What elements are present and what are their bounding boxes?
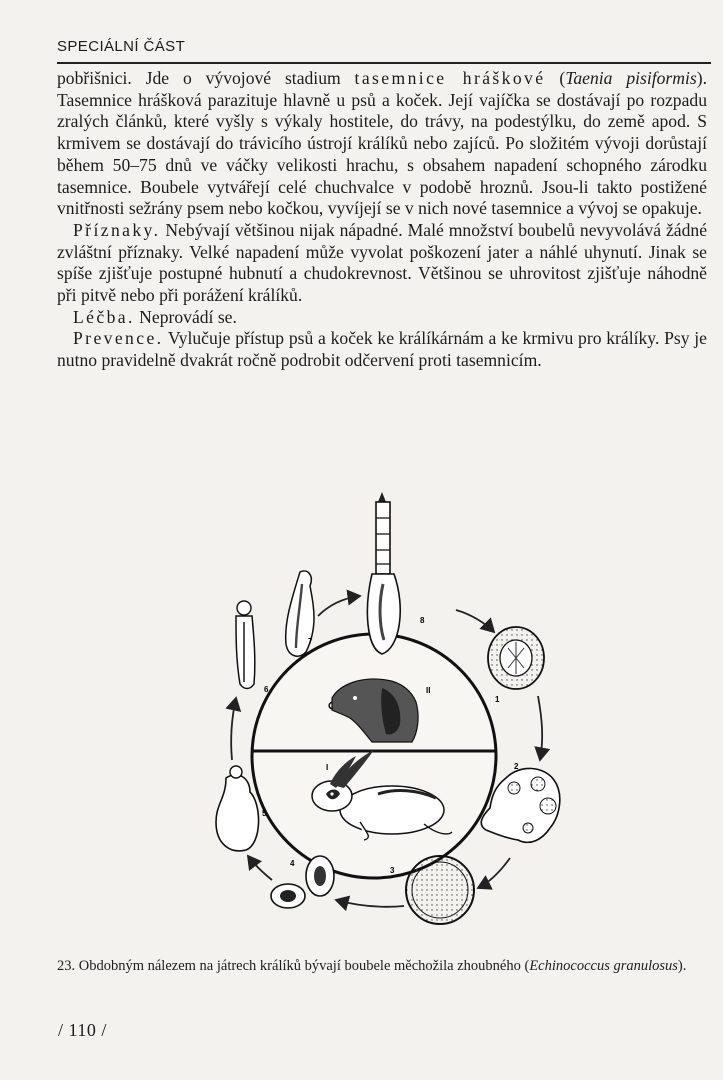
egg-illustration <box>488 627 544 689</box>
body-text <box>57 68 707 372</box>
paragraph-1-start: pobřišnici. Jde o vývojové stadium <box>57 68 355 88</box>
caption-end: ). <box>677 958 687 974</box>
latin-name: Taenia pisiformis <box>565 68 697 88</box>
label-stage-7: 7 <box>308 637 313 646</box>
header-rule <box>57 62 711 64</box>
running-head: SPECIÁLNÍ ČÁST <box>57 38 186 55</box>
caption-text: Obdobným nálezem na játrech králíků bývají boubele měchožila zhoubného ( <box>75 958 530 974</box>
elongating-stage-illustration <box>236 601 255 689</box>
section-text-prevention: Vylučuje přístup psů a koček ke králíkárnám a ke krmivu pro králíky. Psy je nutno pravidelně dvakrát ročně podrobit odčervení proti tasemnicím. <box>57 328 707 371</box>
section-treatment <box>57 307 707 329</box>
life-cycle-figure <box>150 488 650 928</box>
label-host-II: II <box>426 686 431 695</box>
section-prevention <box>57 328 707 371</box>
figure-caption <box>57 957 707 976</box>
caption-number: 23. <box>57 958 76 974</box>
cyst-illustration <box>406 856 474 924</box>
adult-tapeworm-illustration <box>367 492 400 654</box>
section-heading-prevention: Prevence. <box>73 328 164 349</box>
label-stage-3: 3 <box>390 866 395 875</box>
section-text-treatment: Neprovádí se. <box>134 306 237 327</box>
section-text-symptoms: Nebývají většinou nijak nápadné. Malé množství boubelů nevyvolává žádné zvláštní příznaky. Velké napadení může vyvolat poškození jater a náhlé uhynutí. Jinak se spíše zjišťuje postupné hubnutí a chudokrevnost. Většinou se uhrovitost zjišťuje náhodně při pitvě nebo při porážení králíků. <box>57 219 707 306</box>
section-heading-symptoms: Příznaky. <box>73 219 161 240</box>
label-host-I: I <box>326 763 329 772</box>
section-symptoms <box>57 220 707 307</box>
caption-latin-name: Echinococcus granulosus <box>529 958 678 974</box>
paren-open: ( <box>545 68 566 88</box>
label-stage-5: 5 <box>262 809 267 818</box>
label-stage-8: 8 <box>420 616 425 625</box>
section-heading-treatment: Léčba. <box>73 306 135 327</box>
label-stage-4: 4 <box>290 859 295 868</box>
central-hosts-circle <box>252 634 496 878</box>
paragraph-1-rest: ). Tasemnice hrášková parazituje hlavně u psů a koček. Její vajíčka se dostávají po rozpadu zralých článků, které vyšly s výkaly hostitele, do trávy, na podestýlku, do země apod. S krmivem se dostávají do trávicího ústrojí králíků nebo zajíců. Po složitém vývoji dorůstají během 50–75 dnů ve váčky velikosti hrachu, s obsahem napadení schopného zárodku tasemnice. Boubele vytvářejí celé chuchvalce v podobě hroznů. Jsou-li takto postižené vnitřnosti sežrány psem nebo kočkou, vyvíjejí se v nich nové tasemnice a vývoj se opakuje. <box>57 68 707 219</box>
small-cysts-illustration <box>271 856 334 908</box>
paragraph-1 <box>57 68 707 220</box>
page-number: / 110 / <box>58 1020 107 1040</box>
bladder-stage-illustration <box>216 766 259 851</box>
label-stage-6: 6 <box>264 685 269 694</box>
label-stage-1: 1 <box>495 695 500 704</box>
spaced-species-name: tasemnice hráškové <box>354 68 546 88</box>
label-stage-2: 2 <box>514 762 519 771</box>
